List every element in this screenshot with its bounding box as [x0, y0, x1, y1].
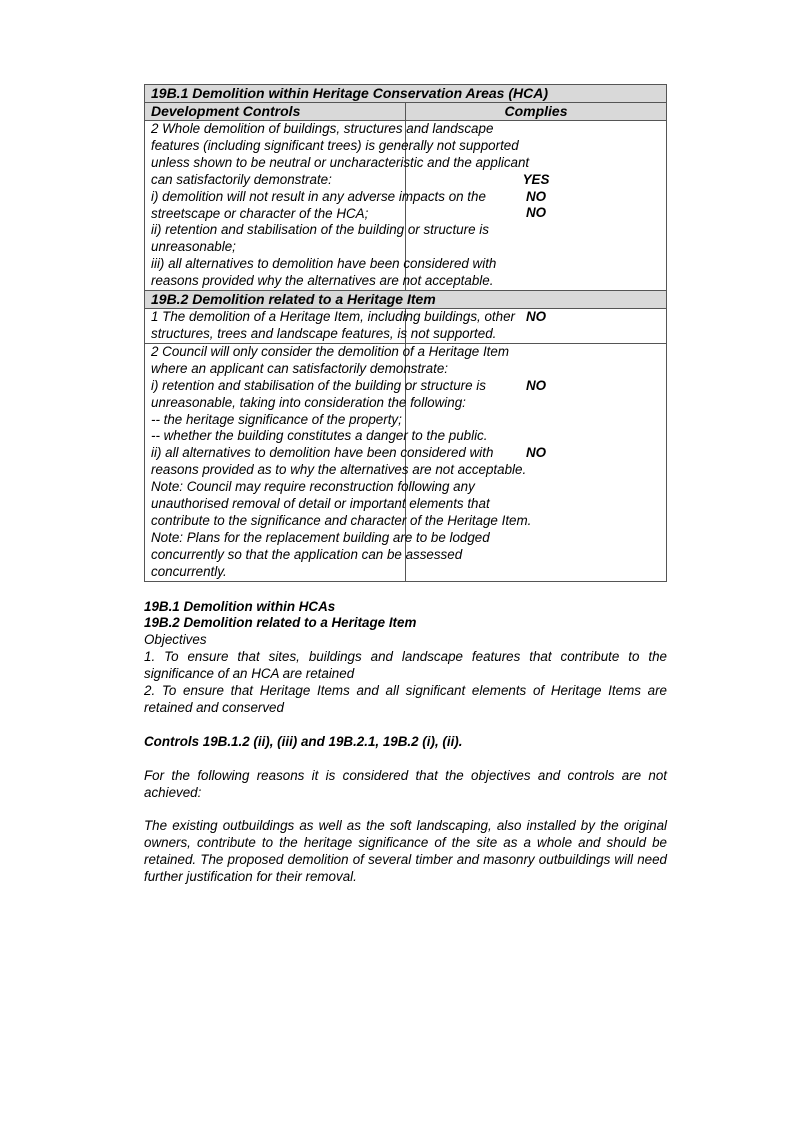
objective-2: 2. To ensure that Heritage Items and all significant elements of Heritage Items are retained and conserved: [144, 683, 667, 715]
column-header-controls: Development Controls: [145, 103, 406, 121]
control-line: unless shown to be neutral or uncharacteristic and the applicant: [151, 154, 530, 170]
control-line: -- the heritage significance of the property;: [151, 411, 402, 427]
complies-value: YES: [522, 171, 550, 187]
control-line: reasons provided as to why the alternatives are not acceptable.: [151, 462, 527, 478]
control-line: ii) retention and stabilisation of the building or structure is: [151, 222, 489, 238]
control-line: structures, trees and landscape features, is not supported.: [151, 325, 497, 341]
control-line: concurrently so that the application can be assessed: [151, 546, 463, 562]
heading-19b2: 19B.2 Demolition related to a Heritage Item: [144, 615, 417, 631]
control-line: where an applicant can satisfactorily demonstrate:: [151, 360, 448, 376]
controls-table: [144, 84, 667, 582]
complies-value: NO: [525, 309, 547, 325]
section-title-19b1: 19B.1 Demolition within Heritage Conservation Areas (HCA): [145, 85, 667, 103]
control-line: unauthorised removal of detail or important elements that: [151, 496, 490, 512]
control-line: 2 Whole demolition of buildings, structures and landscape: [151, 121, 494, 136]
control-line: Note: Council may require reconstruction following any: [151, 479, 475, 495]
heading-19b1: 19B.1 Demolition within HCAs: [144, 598, 336, 614]
control-line: -- whether the building constitutes a danger to the public.: [151, 428, 488, 444]
control-text-19b2-2: [145, 343, 532, 581]
assessment-section: [144, 599, 667, 886]
complies-value: NO: [525, 445, 547, 461]
section-title-19b2: 19B.2 Demolition related to a Heritage Item: [145, 291, 667, 309]
table-row: [145, 309, 667, 344]
document-page: [144, 84, 667, 886]
control-line: Note: Plans for the replacement building are to be lodged: [151, 529, 490, 545]
assessment-paragraph: The existing outbuildings as well as the soft landscaping, also installed by the original owners, contribute to the heritage significance of the site as a whole and should be retained. The proposed demolition of several timber and masonry outbuildings will need further justification for their removal.: [144, 818, 667, 885]
table-row: [145, 343, 667, 581]
reasons-intro: For the following reasons it is considered that the objectives and controls are not achieved:: [144, 767, 667, 800]
control-text-19b2-1: [145, 309, 515, 344]
control-line: concurrently.: [151, 563, 227, 579]
control-line: streetscape or character of the HCA;: [151, 205, 369, 221]
objective-1: 1. To ensure that sites, buildings and landscape features that contribute to the significance of an HCA are retained: [144, 649, 667, 682]
control-line: 1 The demolition of a Heritage Item, including buildings, other: [151, 309, 515, 325]
table-row: [145, 121, 667, 291]
control-line: i) retention and stabilisation of the building or structure is: [151, 377, 486, 393]
control-line: i) demolition will not result in any adverse impacts on the: [151, 188, 486, 204]
control-line: unreasonable, taking into consideration the following:: [151, 394, 466, 410]
control-line: features (including significant trees) is generally not supported: [151, 137, 519, 153]
complies-value: NO: [525, 377, 547, 393]
column-header-row: [145, 103, 667, 121]
control-text-19b1-2: [145, 121, 530, 291]
control-line: 2 Council will only consider the demolition of a Heritage Item: [151, 343, 510, 359]
section-header-row: [145, 85, 667, 103]
control-line: reasons provided why the alternatives are not acceptable.: [151, 273, 494, 289]
control-line: unreasonable;: [151, 239, 236, 255]
column-header-complies: Complies: [406, 103, 667, 121]
control-line: ii) all alternatives to demolition have been considered with: [151, 445, 494, 461]
control-line: can satisfactorily demonstrate:: [151, 171, 332, 187]
complies-value: NO: [525, 188, 547, 204]
objectives-label: Objectives: [144, 632, 207, 648]
control-line: contribute to the significance and character of the Heritage Item.: [151, 512, 532, 528]
controls-heading: Controls 19B.1.2 (ii), (iii) and 19B.2.1, 19B.2 (i), (ii).: [144, 733, 463, 749]
complies-value: NO: [525, 205, 547, 221]
section-header-row: [145, 291, 667, 309]
control-line: iii) all alternatives to demolition have been considered with: [151, 256, 497, 272]
